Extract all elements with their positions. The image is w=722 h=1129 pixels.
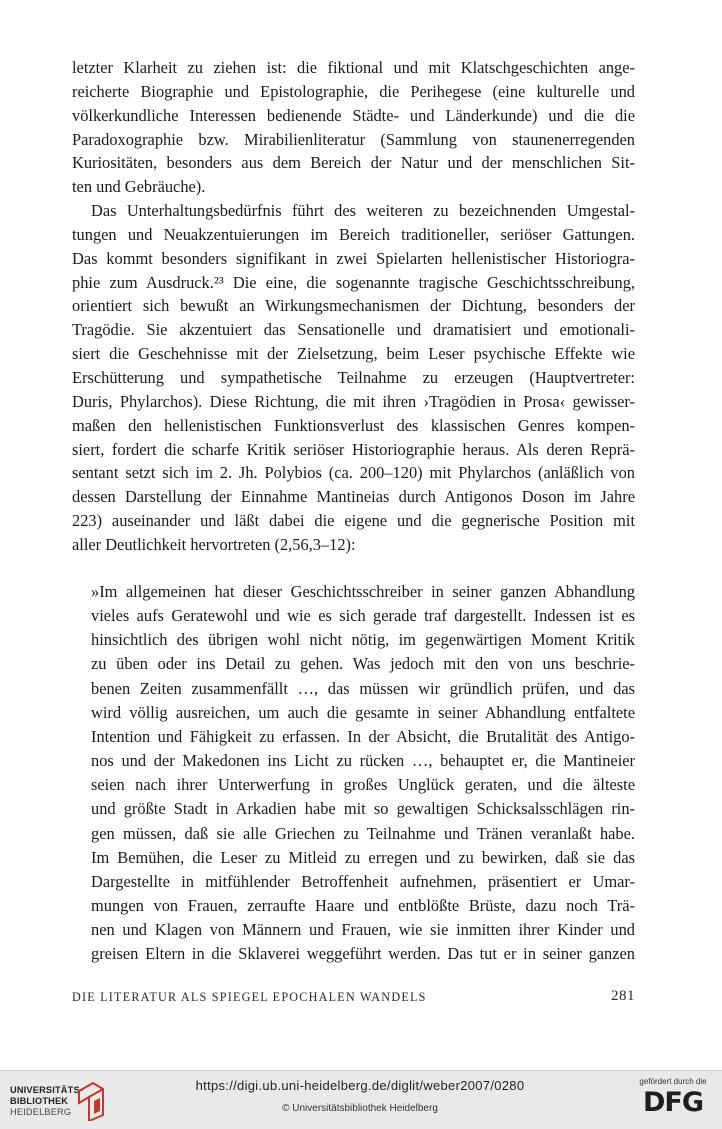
text-line: Erschütterung und sympathetische Teilnahme zu erzeugen (Hauptvertreter: [72, 367, 635, 387]
logo-line: UNIVERSITÄTS- [10, 1085, 84, 1095]
text-line: Tragödie. Sie akzentuiert das Sensationelle und dramatisiert und emotionali- [72, 320, 635, 340]
quote-line: vieles aufs Geratewohl und wie es sich gerade traf dargestellt. Indessen ist es [91, 606, 635, 626]
text-line: Paradoxographie bzw. Mirabilienliteratur (Sammlung von staunenerregenden [72, 129, 635, 149]
text-line: Das Unterhaltungsbedürfnis führt des weiteren zu bezeichnenden Umgestal- [91, 201, 635, 221]
paragraph-2 [72, 199, 635, 557]
text-line: 223) auseinander und läßt dabei die eigene und die gegnerische Position mit [72, 511, 635, 531]
quote-line: mungen von Frauen, zerraufte Haare und entblößte Brüste, dazu noch Trä- [91, 896, 635, 916]
library-logo[interactable] [10, 1081, 105, 1121]
running-footer [72, 990, 635, 1010]
text-line: letzter Klarheit zu ziehen ist: die fiktional und mit Klatschgeschichten ange- [72, 58, 635, 77]
quote-line: hinsichtlich des übrigen wohl nicht nötig, im gegenwärtigen Moment Kritik [91, 630, 635, 650]
quote-line: greisen Eltern in die Sklaverei weggeführt werden. Das tut er in seiner ganzen [91, 944, 635, 964]
library-logo-icon [73, 1081, 107, 1121]
dfg-caption: gefördert durch die [639, 1077, 707, 1086]
quote-line: nen und Klagen von Männern und Frauen, wie sie inmitten ihrer Kinder und [91, 920, 635, 940]
quote-line: »Im allgemeinen hat dieser Geschichtsschreiber in seiner ganzen Abhandlung [91, 582, 635, 601]
quote-line: nos und der Makedonen ins Licht zu rücken …, behauptet er, die Mantineier [91, 751, 635, 771]
quote-line: und größte Stadt in Arkadien habe mit so gewaltigen Schicksalsschlägen rin- [91, 799, 635, 819]
quote-line: gen müssen, daß sie alle Griechen zu Teilnahme und Tränen veranlaßt habe. [91, 823, 635, 843]
text-line: dessen Darstellung der Einnahme Mantineias durch Antigonos Doson im Jahre [72, 487, 635, 507]
permalink-url[interactable]: https://digi.ub.uni-heidelberg.de/diglit/weber2007/0280 [195, 1078, 525, 1093]
text-line: reicherte Biographie und Epistolographie, die Perihegese (eine kulturelle und [72, 81, 635, 101]
viewer-footer [0, 1070, 722, 1129]
copyright-notice: © Universitätsbibliothek Heidelberg [282, 1103, 438, 1114]
text-line: Das kommt besonders signifikant in zwei Spielarten hellenistischer Historiogra- [72, 248, 635, 268]
logo-line: HEIDELBERG [10, 1106, 72, 1117]
text-line: maßen den hellenistischen Funktionsverlust des klassischen Genres kompen- [72, 415, 635, 435]
quote-line: zu üben oder ins Detail zu gehen. Was jedoch mit den von uns beschrie- [91, 654, 635, 674]
text-line: phie zum Ausdruck.²³ Die eine, die sogenannte tragische Geschichtsschreibung, [72, 272, 635, 292]
paragraph-1 [72, 56, 635, 199]
main-text [72, 56, 635, 557]
page-number: 281 [611, 988, 635, 1004]
block-quote [91, 580, 635, 967]
text-line: sentant setzt sich im 2. Jh. Polybios (ca. 200–120) mit Phylarchos (anläßlich von [72, 463, 635, 483]
text-line: siert, fordert die scharfe Kritik seriöser Historiographie heraus. Als deren Reprä- [72, 439, 635, 459]
quote-line: Dargestellte in mitfühlender Betroffenheit aufnehmen, präsentiert er Umar- [91, 871, 635, 891]
logo-line: BIBLIOTHEK [10, 1095, 69, 1106]
text-line: Kuriositäten, besonders aus dem Bereich der Natur und der menschlichen Sit- [72, 153, 635, 173]
quote-line: Im Bemühen, die Leser zu Mitleid zu erregen und zu bewirken, daß sie das [91, 847, 635, 867]
text-line: tungen und Neuakzentuierungen im Bereich traditioneller, seriöser Gattungen. [72, 224, 635, 244]
quote-line: benen Zeiten zusammenfällt …, das müssen wir gründlich prüfen, und das [91, 678, 635, 698]
text-line: siert die Geschehnisse mit der Zielsetzung, beim Leser psychische Effekte wie [72, 344, 635, 364]
running-title: DIE LITERATUR ALS SPIEGEL EPOCHALEN WANDELS [72, 990, 427, 1004]
text-line: ten und Gebräuche). [72, 177, 206, 197]
quote-line: seien nach ihrer Unterwerfung in großes Unglück geraten, und die älteste [91, 775, 635, 795]
text-line: aller Deutlichkeit hervortreten (2,56,3–12): [72, 534, 356, 554]
dfg-funding-logo[interactable] [638, 1077, 708, 1125]
quote-line: Intention und Fähigkeit zu erfassen. In der Absicht, die Brutalität des Antigo- [91, 726, 635, 746]
quote-line: wird völlig ausreichen, um auch die gesamte in seiner Abhandlung entfaltete [91, 702, 635, 722]
dfg-logo-icon: DFG [642, 1087, 704, 1118]
text-line: Duris, Phylarchos). Diese Richtung, die mit ihren ›Tragödien in Prosa‹ gewisser- [72, 391, 635, 411]
text-line: völkerkundliche Interessen bedienende Städte- und Länderkunde) und die die [72, 105, 635, 125]
text-line: orientiert sich bewußt an Wirkungsmechanismen der Dichtung, besonders der [72, 296, 635, 316]
